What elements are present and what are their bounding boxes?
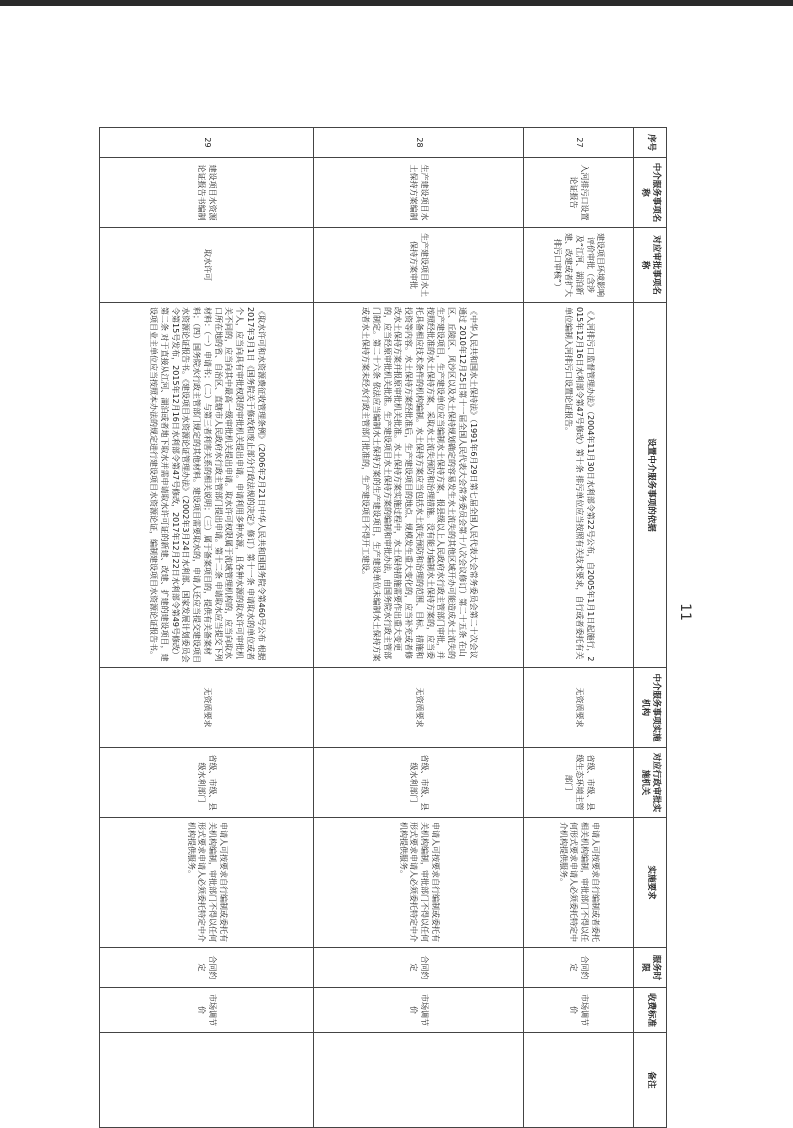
header-fee: 收费标准 [634, 988, 667, 1033]
row-approval: 取水许可 [100, 228, 314, 303]
row-requirement: 申请人可按要求自行编制或委托有关机构编制，审批部门不得以任何形式要求申请人必须委托特定中介机构提供服务。 [100, 818, 314, 948]
intermediary-services-table [99, 127, 667, 1128]
page-number: 11 [676, 603, 693, 621]
row-approval: 生产建设项目水土保持方案审批 [314, 228, 524, 303]
row-requirement: 申请人可按要求自行编制或者委托相关机构编制，审批部门不得以任何形式要求申请人必须委托特定中介机构提供服务。 [524, 818, 634, 948]
row-agency: 无资质要求 [314, 668, 524, 748]
row-fee: 市场调节价 [524, 988, 634, 1033]
header-note: 备注 [634, 1033, 667, 1128]
header-time: 服务时限 [634, 948, 667, 988]
header-requirement: 实施要求 [634, 818, 667, 948]
row-agency: 无资质要求 [524, 668, 634, 748]
header-basis: 设置中介服务事项的依据 [634, 303, 667, 668]
top-border-rule [0, 0, 793, 6]
row-fee: 市场调节价 [314, 988, 524, 1033]
row-basis: 《中华人民共和国水土保持法》（1991年6月29日第七届全国人民代表大会常务委员会第二十次会议通过 2010年12月25日第十一届全国人民代表大会常务委员会第十八次会议修订）第二十五条 在山区、丘陵区、风沙区以及水土保持规划确定的容易发生水土流失的其他区域开办可能造成水土流失的生产建设项目，生产建设单位应当编制水土保持方案，报县级以上人民政府水行政主管部门审批，并按照经批准的水土保持方案，采取水土流失预防和治理措施。没有能力编制水土保持方案的，应当委托具备相应技术条件的机构编制。水土保持方案应当包括水土流失预防和治理的范围、目标、措施和投资等内容。水土保持方案经批准后，生产建设项目的地点、规模发生重大变化的，应当补充或者修改水土保持方案并报原审批机关批准。水土保持方案实施过程中，水土保持措施需要作出重大变更的，应当经原审批机关批准。生产建设项目水土保持方案的编制和审批办法，由国务院水行政主管部门制定。第二十六条 依法应当编制水土保持方案的生产建设项目，生产建设单位未编制水土保持方案或者水土保持方案未经水行政主管部门批准的，生产建设项目不得开工建设。 [314, 303, 524, 668]
row-seq: 28 [314, 128, 524, 158]
row-basis: 《入河排污口监督管理办法》（2004年11月30日水利部令第22号公布，自2005年1月1日起施行，2015年12月16日水利部令第47号修改）第十条 排污单位应当按照有关技术要求，自行或者委托有关单位编制入河排污口设置论证报告。 [524, 303, 634, 668]
header-seq: 序号 [634, 128, 667, 158]
rotated-table-wrapper [107, 127, 667, 1127]
row-seq: 27 [524, 128, 634, 158]
header-row [634, 128, 667, 1128]
row-fee: 市场调节价 [100, 988, 314, 1033]
table-row [100, 128, 314, 1128]
row-seq: 29 [100, 128, 314, 158]
row-note [314, 1033, 524, 1128]
header-authority: 对应行政审批实施机关 [634, 748, 667, 818]
row-name: 入河排污口设置论证报告 [524, 158, 634, 228]
row-authority: 省级、市级、县级水利部门 [100, 748, 314, 818]
table-row [524, 128, 634, 1128]
header-agency: 中介服务事项实施机构 [634, 668, 667, 748]
row-authority: 省级、市级、县级生态环境主管部门 [524, 748, 634, 818]
header-approval: 对应审批事项名称 [634, 228, 667, 303]
row-time: 合同约定 [314, 948, 524, 988]
row-name: 生产建设项目水土保持方案编制 [314, 158, 524, 228]
row-time: 合同约定 [100, 948, 314, 988]
row-requirement: 申请人可按要求自行编制或委托有关机构编制，审批部门不得以任何形式要求申请人必须委托特定中介机构提供服务。 [314, 818, 524, 948]
row-agency: 无资质要求 [100, 668, 314, 748]
row-note [100, 1033, 314, 1128]
row-name: 建设项目水资源论证报告书编制 [100, 158, 314, 228]
row-approval: 建设项目环境影响评价审批（含涉及“江河、湖泊新建、改建或者扩大排污口审核”） [524, 228, 634, 303]
table-row [314, 128, 524, 1128]
row-basis: 《取水许可和水资源费征收管理条例》（2006年2月21日中华人民共和国国务院令第460号公布 根据2017年3月1日《国务院关于修改和废止部分行政法规的决定》修订）第十一条 申请取水的单位或者个人，应当向具有审批权限的审批机关提出申请。申请利用多种水源，且各种水源的取水许可审批机关不同的，应当向其中最高一级审批机关提出申请。取水许可权限属于流域管理机构的，应当向取水口所在地的省、自治区、直辖市人民政府水行政主管部门提出申请。第十二条 申请取水应当提交下列材料：（一）申请书；（二）与第三者利害关系的相关说明；（三）属于备案项目的，提供有关备案材料；（四）国务院水行政主管部门规定的其他材料。建设项目需要取水的，申请人还应当提交建设项目水资源论证报告书。《建设项目水资源论证管理办法》（2002年3月24日水利部、国家发展计划委员会令第15号发布，2015年12月16日水利部令第47号修改，2017年12月22日水利部令第49号修改）第二条 对于直接从江河、湖泊或者地下取水并需申请取水许可证的新建、改建、扩建的建设项目，建设项目业主单位应当按照本办法的规定进行建设项目水资源论证，编制建设项目水资源论证报告书。 [100, 303, 314, 668]
header-name: 中介服务事项名称 [634, 158, 667, 228]
row-authority: 省级、市级、县级水利部门 [314, 748, 524, 818]
row-time: 合同约定 [524, 948, 634, 988]
row-note [524, 1033, 634, 1128]
